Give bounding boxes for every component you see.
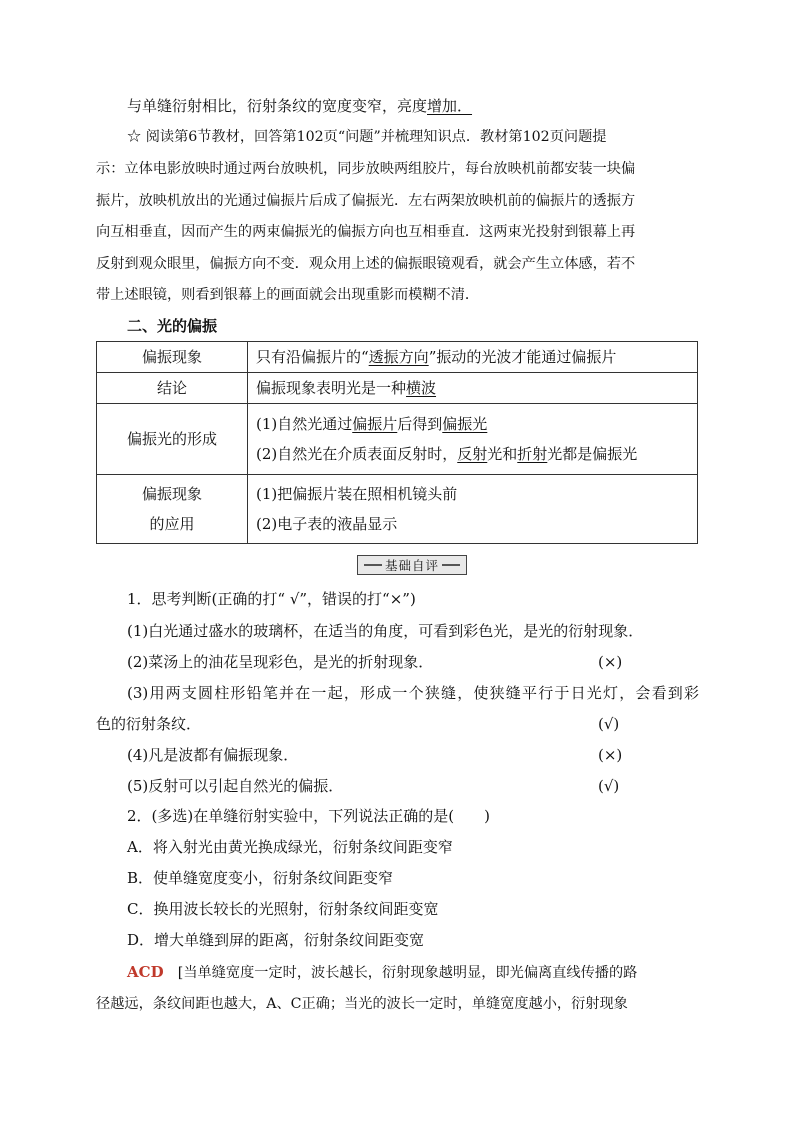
q2-option-d: D．增大单缝到屏的距离，衍射条纹间距变宽 (127, 931, 425, 949)
q2-explanation-line-2: 径越远，条纹间距也越大，A、C正确；当光的波长一定时，单缝宽度越小，衍射现象 (96, 996, 628, 1012)
q1-mark-5: (√) (598, 777, 620, 795)
top-line-underlined: 增加． (427, 97, 473, 115)
table-key-cell: 偏振光的形成 (97, 404, 248, 475)
section-title: 二、光的偏振 (127, 317, 218, 335)
q1-mark-2: (×) (598, 653, 623, 671)
q1-item-1: (1)白光通过盛水的玻璃杯，在适当的角度，可看到彩色光，是光的衍射现象． (127, 622, 644, 640)
table-key-cell: 偏振现象 的应用 (97, 475, 248, 544)
reading-line-3: 振片，放映机放出的光通过偏振片后成了偏振光．左右两架放映机前的偏振片的透振方 (96, 193, 636, 209)
reading-line-6: 带上述眼镜，则看到银幕上的画面就会出现重影而模糊不清． (96, 287, 480, 303)
polarization-table (96, 341, 698, 544)
table-row (97, 475, 698, 544)
reading-line-2: 示：立体电影放映时通过两台放映机，同步放映两组胶片，每台放映机前都安装一块偏 (96, 161, 636, 177)
q1-item-3b: 色的衍射条纹． (96, 715, 202, 733)
q1-item-5: (5)反射可以引起自然光的偏振． (127, 777, 344, 795)
q2-explanation-line-1 (127, 962, 699, 983)
table-value-cell: 偏振现象表明光是一种横波 (248, 373, 698, 404)
q1-mark-3: (√) (598, 715, 620, 733)
table-key-cell: 结论 (97, 373, 248, 404)
reading-line-4: 向互相垂直，因而产生的两束偏振光的偏振方向也互相垂直．这两束光投射到银幕上再 (96, 224, 636, 240)
q1-item-2: (2)菜汤上的油花呈现彩色，是光的折射现象． (127, 653, 434, 671)
q2-stem: 2．(多选)在单缝衍射实验中，下列说法正确的是( ) (127, 807, 490, 825)
reading-line-1: ☆ 阅读第6节教材，回答第102页“问题”并梳理知识点．教材第102页问题提 (127, 129, 607, 145)
q1-stem: 1．思考判断(正确的打“ √”，错误的打“×”) (127, 590, 416, 608)
explanation-text: [当单缝宽度一定时，波长越长，衍射现象越明显，即光偏离直线传播的路 (163, 965, 638, 981)
q1-mark-4: (×) (598, 746, 623, 764)
table-row (97, 404, 698, 475)
table-value-cell: 只有沿偏振片的“透振方向”振动的光波才能通过偏振片 (248, 342, 698, 373)
top-line (127, 96, 472, 116)
table-row (97, 373, 698, 404)
table-row (97, 342, 698, 373)
section-badge: 基础自评 (357, 555, 467, 575)
q1-item-3a: (3)用两支圆柱形铅笔并在一起，形成一个狭缝，使狭缝平行于日光灯，会看到彩 (127, 684, 699, 702)
top-line-text: 与单缝衍射相比，衍射条纹的宽度变窄，亮度 (127, 97, 428, 115)
q2-option-b: B．使单缝宽度变小，衍射条纹间距变窄 (127, 869, 394, 887)
q1-item-4: (4)凡是波都有偏振现象． (127, 746, 299, 764)
table-value-cell: (1)自然光通过偏振片后得到偏振光 (2)自然光在介质表面反射时，反射光和折射光都是偏振光 (248, 404, 698, 475)
table-key-cell: 偏振现象 (97, 342, 248, 373)
q2-option-c: C．换用波长较长的光照射，衍射条纹间距变宽 (127, 900, 439, 918)
answer-label: ACD (127, 963, 164, 981)
q2-option-a: A．将入射光由黄光换成绿光，衍射条纹间距变窄 (127, 838, 453, 856)
reading-line-5: 反射到观众眼里，偏振方向不变．观众用上述的偏振眼镜观看，就会产生立体感，若不 (96, 256, 636, 272)
table-value-cell: (1)把偏振片装在照相机镜头前 (2)电子表的液晶显示 (248, 475, 698, 544)
